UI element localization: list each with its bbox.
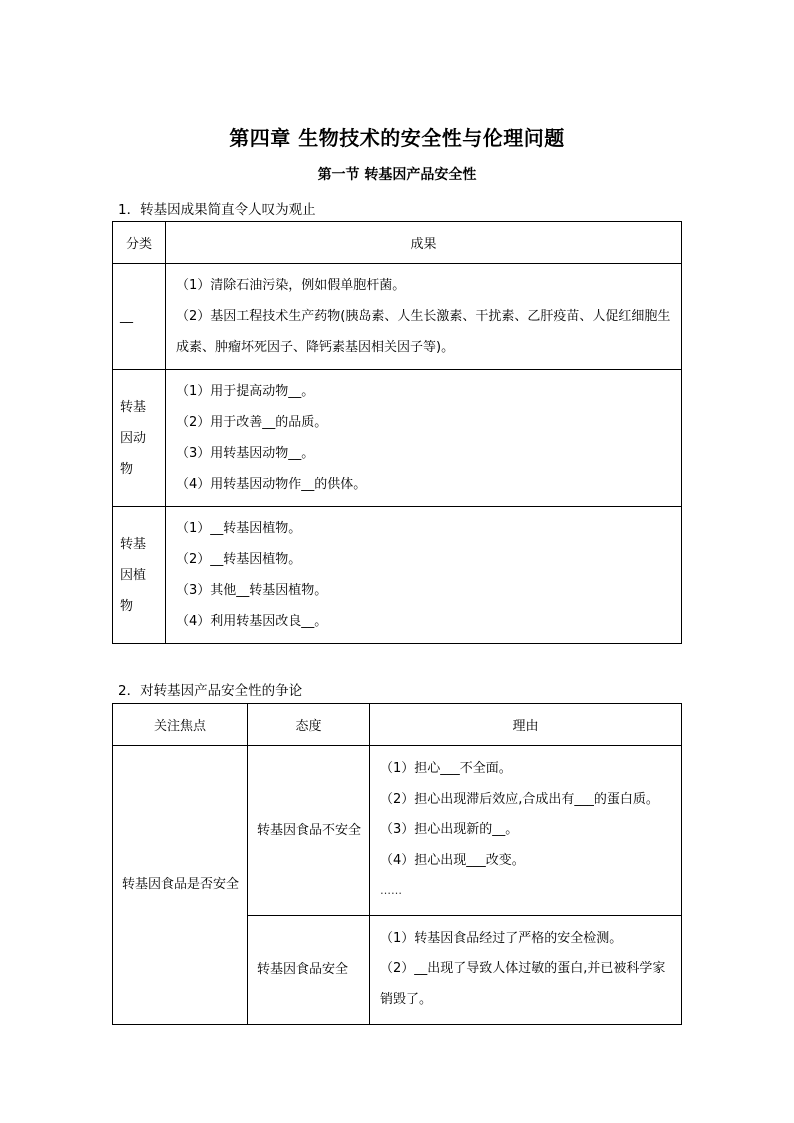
list-item: （1）转基因食品经过了严格的安全检测。 <box>380 930 623 946</box>
category-line: 物 <box>120 461 134 477</box>
reasons-cell <box>370 915 682 1024</box>
safety-debate-table <box>112 703 682 1025</box>
attitude-safe: 转基因食品安全 <box>248 915 370 1024</box>
list-item: （2）担心出现滞后效应,合成出有___的蛋白质。 <box>380 791 659 807</box>
header-attitude: 态度 <box>248 704 370 746</box>
category-transgenic-animals <box>113 370 166 507</box>
ellipsis: …… <box>380 884 402 897</box>
table-row <box>113 507 682 644</box>
chapter-title: 第四章 生物技术的安全性与伦理问题 <box>229 126 565 150</box>
list-item: （2）用于改善__的品质。 <box>176 415 328 430</box>
category-blank: __ <box>113 264 166 370</box>
list-item: （1）清除石油污染，例如假单胞杆菌。 <box>176 278 406 293</box>
list-item: （2）基因工程技术生产药物(胰岛素、人生长激素、干扰素、乙肝疫苗、人促红细胞生成素、肿瘤坏死因子、降钙素基因相关因子等)。 <box>176 309 671 355</box>
list-item: （4）担心出现___改变。 <box>380 852 525 868</box>
category-line: 转基 <box>120 399 147 415</box>
section-title: 第一节 转基因产品安全性 <box>317 167 477 183</box>
focus-cell: 转基因食品是否安全 <box>113 746 248 1025</box>
achievements-cell <box>166 370 682 507</box>
question-2-heading: 2．对转基因产品安全性的争论 <box>118 683 303 699</box>
header-focus: 关注焦点 <box>113 704 248 746</box>
list-item: （4）用转基因动物作__的供体。 <box>176 477 367 492</box>
header-category: 分类 <box>113 222 166 264</box>
table-row <box>113 746 682 916</box>
list-item: （1）担心___不全面。 <box>380 761 512 776</box>
category-line: 因植 <box>120 567 147 583</box>
table-header-row <box>113 222 682 264</box>
question-1-heading: 1．转基因成果简直令人叹为观止 <box>118 202 316 218</box>
reasons-cell <box>370 746 682 916</box>
list-item: （3）其他__转基因植物。 <box>176 583 328 598</box>
list-item: （2）__转基因植物。 <box>176 552 302 567</box>
category-transgenic-plants <box>113 507 166 644</box>
list-item: （2）__出现了导致人体过敏的蛋白,并已被科学家销毁了。 <box>380 961 666 1007</box>
category-line: 物 <box>120 598 134 614</box>
list-item: （1）__转基因植物。 <box>176 521 302 536</box>
list-item: （3）担心出现新的__。 <box>380 822 519 837</box>
table-row <box>113 370 682 507</box>
category-line: 因动 <box>120 430 147 446</box>
achievements-table <box>112 221 682 644</box>
table-row <box>113 264 682 370</box>
table-header-row <box>113 704 682 746</box>
achievements-cell <box>166 264 682 370</box>
header-reason: 理由 <box>370 704 682 746</box>
list-item: （1）用于提高动物__。 <box>176 384 315 399</box>
achievements-cell <box>166 507 682 644</box>
attitude-unsafe: 转基因食品不安全 <box>248 746 370 916</box>
header-achievements: 成果 <box>166 222 682 264</box>
list-item: （4）利用转基因改良__。 <box>176 614 328 629</box>
category-line: 转基 <box>120 536 147 552</box>
list-item: （3）用转基因动物__。 <box>176 446 315 461</box>
